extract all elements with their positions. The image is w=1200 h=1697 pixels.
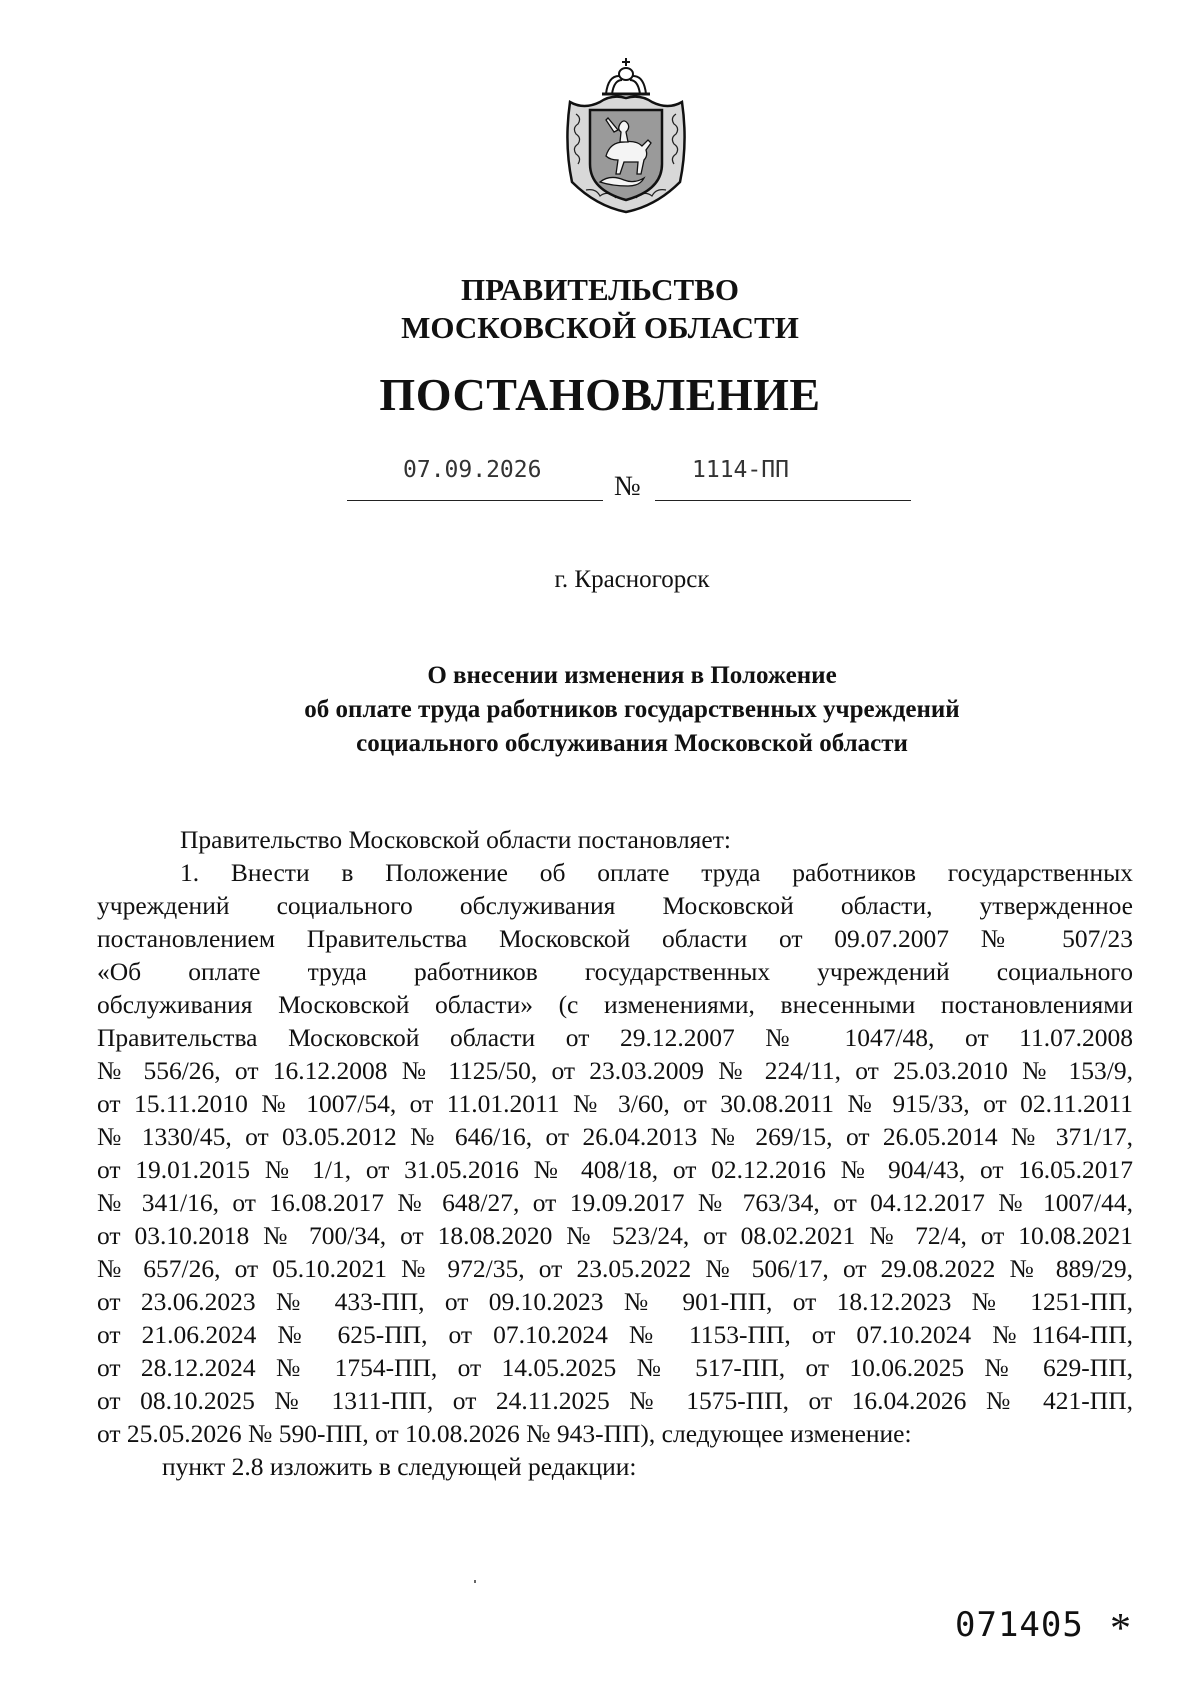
- body-line: от 28.12.2024 № 1754-ПП, от 14.05.2025 № 517-ПП, от 10.06.2025 № 629-ПП,: [97, 1353, 1133, 1382]
- date-underline: [347, 500, 603, 501]
- body-line: 1. Внести в Положение об оплате труда работников государственных: [180, 858, 1133, 887]
- coat-of-arms-emblem: [556, 54, 696, 216]
- body-line: от 03.10.2018 № 700/34, от 18.08.2020 № 523/24, от 08.02.2021 № 72/4, от 10.08.2021: [97, 1221, 1133, 1250]
- number-sign: №: [614, 471, 641, 502]
- body-line: от 08.10.2025 № 1311-ПП, от 24.11.2025 № 1575-ПП, от 16.04.2026 № 421-ПП,: [97, 1386, 1133, 1415]
- subject-line-3: социального обслуживания Московской области: [356, 730, 908, 757]
- subject-line-1: О внесении изменения в Положение: [427, 662, 837, 689]
- asterisk-mark: *: [1110, 1606, 1131, 1652]
- body-line: № 1330/45, от 03.05.2012 № 646/16, от 26.04.2013 № 269/15, от 26.05.2014 № 371/17,: [97, 1122, 1133, 1151]
- body-line: обслуживания Московской области» (с изменениями, внесенными постановлениями: [97, 990, 1133, 1019]
- body-line: № 341/16, от 16.08.2017 № 648/27, от 19.09.2017 № 763/34, от 04.12.2017 № 1007/44,: [97, 1188, 1133, 1217]
- number-underline: [655, 500, 911, 501]
- body-line: Правительство Московской области постановляет:: [180, 825, 731, 854]
- body-line: пункт 2.8 изложить в следующей редакции:: [162, 1452, 637, 1481]
- body-line: постановлением Правительства Московской области от 09.07.2007 № 507/23: [97, 924, 1133, 953]
- body-line: № 556/26, от 16.12.2008 № 1125/50, от 23.03.2009 № 224/11, от 25.03.2010 № 153/9,: [97, 1056, 1133, 1085]
- body-line: от 21.06.2024 № 625-ПП, от 07.10.2024 № 1153-ПП, от 07.10.2024 №1164-ПП,: [97, 1320, 1133, 1349]
- document-number: 1114-ПП: [692, 457, 789, 483]
- body-line: «Об оплате труда работников государственных учреждений социального: [97, 957, 1133, 986]
- body-line: № 657/26, от 05.10.2021 № 972/35, от 23.05.2022 № 506/17, от 29.08.2022 № 889/29,: [97, 1254, 1133, 1283]
- body-line: от 15.11.2010 № 1007/54, от 11.01.2011 № 3/60, от 30.08.2011 № 915/33, от 02.11.2011: [97, 1089, 1133, 1118]
- document-date: 07.09.2026: [403, 457, 542, 483]
- body-line: Правительства Московской области от 29.12.2007 № 1047/48, от 11.07.2008: [97, 1023, 1133, 1052]
- subject-line-2: об оплате труда работников государственных учреждений: [304, 696, 960, 723]
- document-type-title: ПОСТАНОВЛЕНИЕ: [379, 369, 821, 420]
- government-name-line-1: ПРАВИТЕЛЬСТВО: [461, 272, 739, 307]
- city-of-issue: г. Красногорск: [554, 566, 710, 593]
- scan-speck: [474, 1580, 476, 1583]
- body-line: учреждений социального обслуживания Московской области, утвержденное: [97, 891, 1133, 920]
- government-name-line-2: МОСКОВСКОЙ ОБЛАСТИ: [401, 310, 799, 345]
- body-line: от 25.05.2026 № 590-ПП, от 10.08.2026 № 943-ПП), следующее изменение:: [97, 1419, 912, 1448]
- body-line: от 19.01.2015 № 1/1, от 31.05.2016 № 408/18, от 02.12.2016 № 904/43, от 16.05.2017: [97, 1155, 1133, 1184]
- form-serial-number: 071405: [955, 1605, 1084, 1645]
- body-line: от 23.06.2023 № 433-ПП, от 09.10.2023 № 901-ПП, от 18.12.2023 № 1251-ПП,: [97, 1287, 1133, 1316]
